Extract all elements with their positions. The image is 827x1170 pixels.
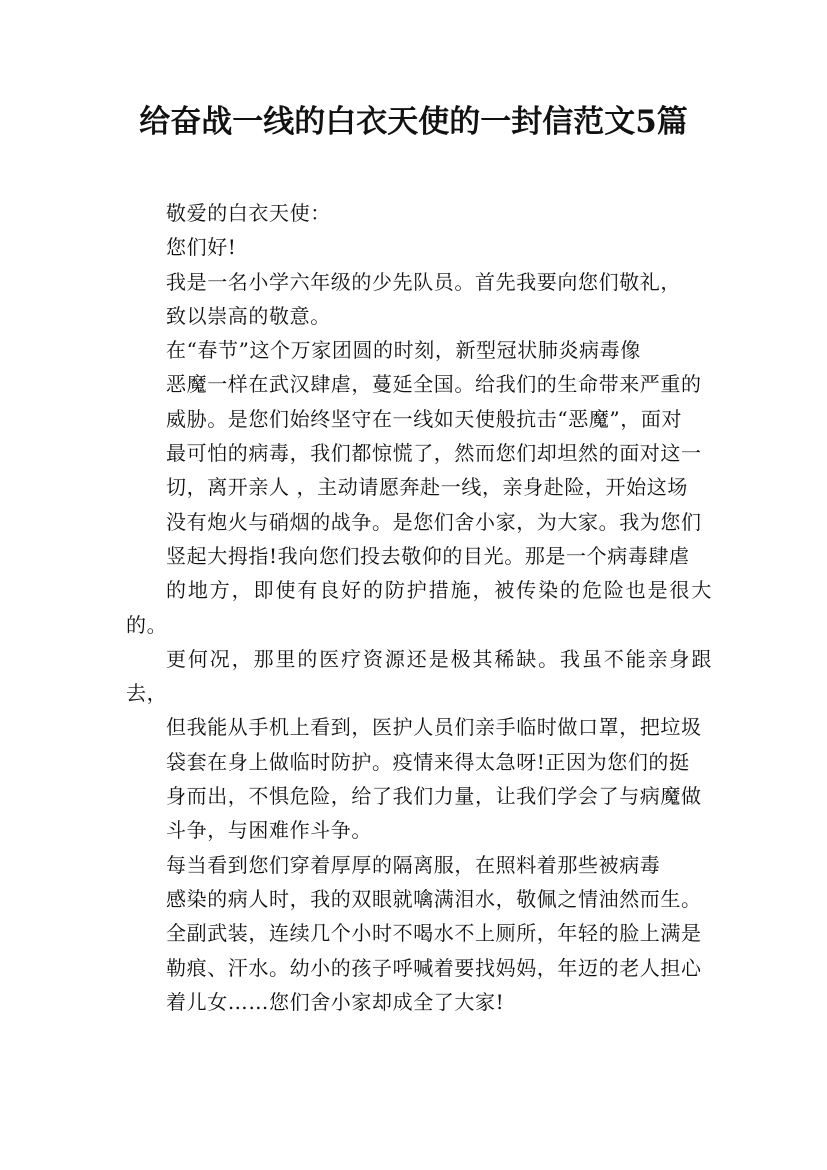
text-line: 但我能从手机上看到，医护人员们亲手临时做口罩，把垃圾 bbox=[166, 715, 702, 740]
document-title: 给奋战一线的白衣天使的一封信范文5篇 bbox=[139, 104, 688, 140]
text-line: 敬爱的白衣天使： bbox=[166, 201, 331, 225]
paragraph-closing bbox=[126, 848, 712, 1019]
text-line: 没有炮火与硝烟的战争。是您们舍小家，为大家。我为您们 bbox=[166, 509, 702, 534]
text-line: 勒痕、汗水。幼小的孩子呼喊着要找妈妈，年迈的老人担心 bbox=[166, 955, 702, 980]
text-line: 恶魔一样在武汉肆虐，蔓延全国。给我们的生命带来严重的 bbox=[166, 372, 702, 397]
text-line: 每当看到您们穿着厚厚的隔离服，在照料着那些被病毒 bbox=[166, 852, 661, 877]
text-line: 全副武装，连续几个小时不喝水不上厕所，年轻的脸上满是 bbox=[166, 921, 702, 946]
text-line: 我是一名小学六年级的少先队员。首先我要向您们敬礼， bbox=[166, 269, 681, 294]
text-line: 身而出，不惧危险，给了我们力量，让我们学会了与病魔做 bbox=[166, 784, 702, 809]
text-line: 的地方，即使有良好的防护措施，被传染的危险也是很大的。 bbox=[126, 578, 712, 637]
text-line: 您们好! bbox=[166, 235, 237, 260]
text-line: 在“春节”这个万家团圆的时刻，新型冠状肺炎病毒像 bbox=[166, 338, 641, 363]
paragraph-main bbox=[126, 333, 712, 847]
paragraph-introduction bbox=[126, 265, 712, 334]
text-line: 更何况，那里的医疗资源还是极其稀缺。我虽不能亲身跟去， bbox=[126, 646, 712, 706]
paragraph-salutation bbox=[126, 196, 712, 230]
text-line: 切，离开亲人 ，主动请愿奔赴一线，亲身赴险，开始这场 bbox=[166, 475, 688, 500]
text-line: 致以崇高的敬意。 bbox=[166, 303, 331, 328]
letter-body bbox=[126, 196, 712, 1019]
text-line: 感染的病人时，我的双眼就噙满泪水，敬佩之情油然而生。 bbox=[166, 886, 702, 911]
text-line: 威胁。是您们始终坚守在一线如天使般抗击“恶魔”，面对 bbox=[166, 406, 683, 431]
text-line: 斗争，与困难作斗争。 bbox=[166, 818, 372, 843]
text-line: 竖起大拇指!我向您们投去敬仰的目光。那是一个病毒肆虐 bbox=[166, 543, 690, 568]
text-line: 袋套在身上做临时防护。疫情来得太急呀!正因为您们的挺 bbox=[166, 749, 690, 774]
text-line: 最可怕的病毒，我们都惊慌了，然而您们却坦然的面对这一 bbox=[166, 441, 702, 466]
text-line: 着儿女……您们舍小家却成全了大家! bbox=[166, 989, 505, 1014]
paragraph-greeting bbox=[126, 230, 712, 264]
